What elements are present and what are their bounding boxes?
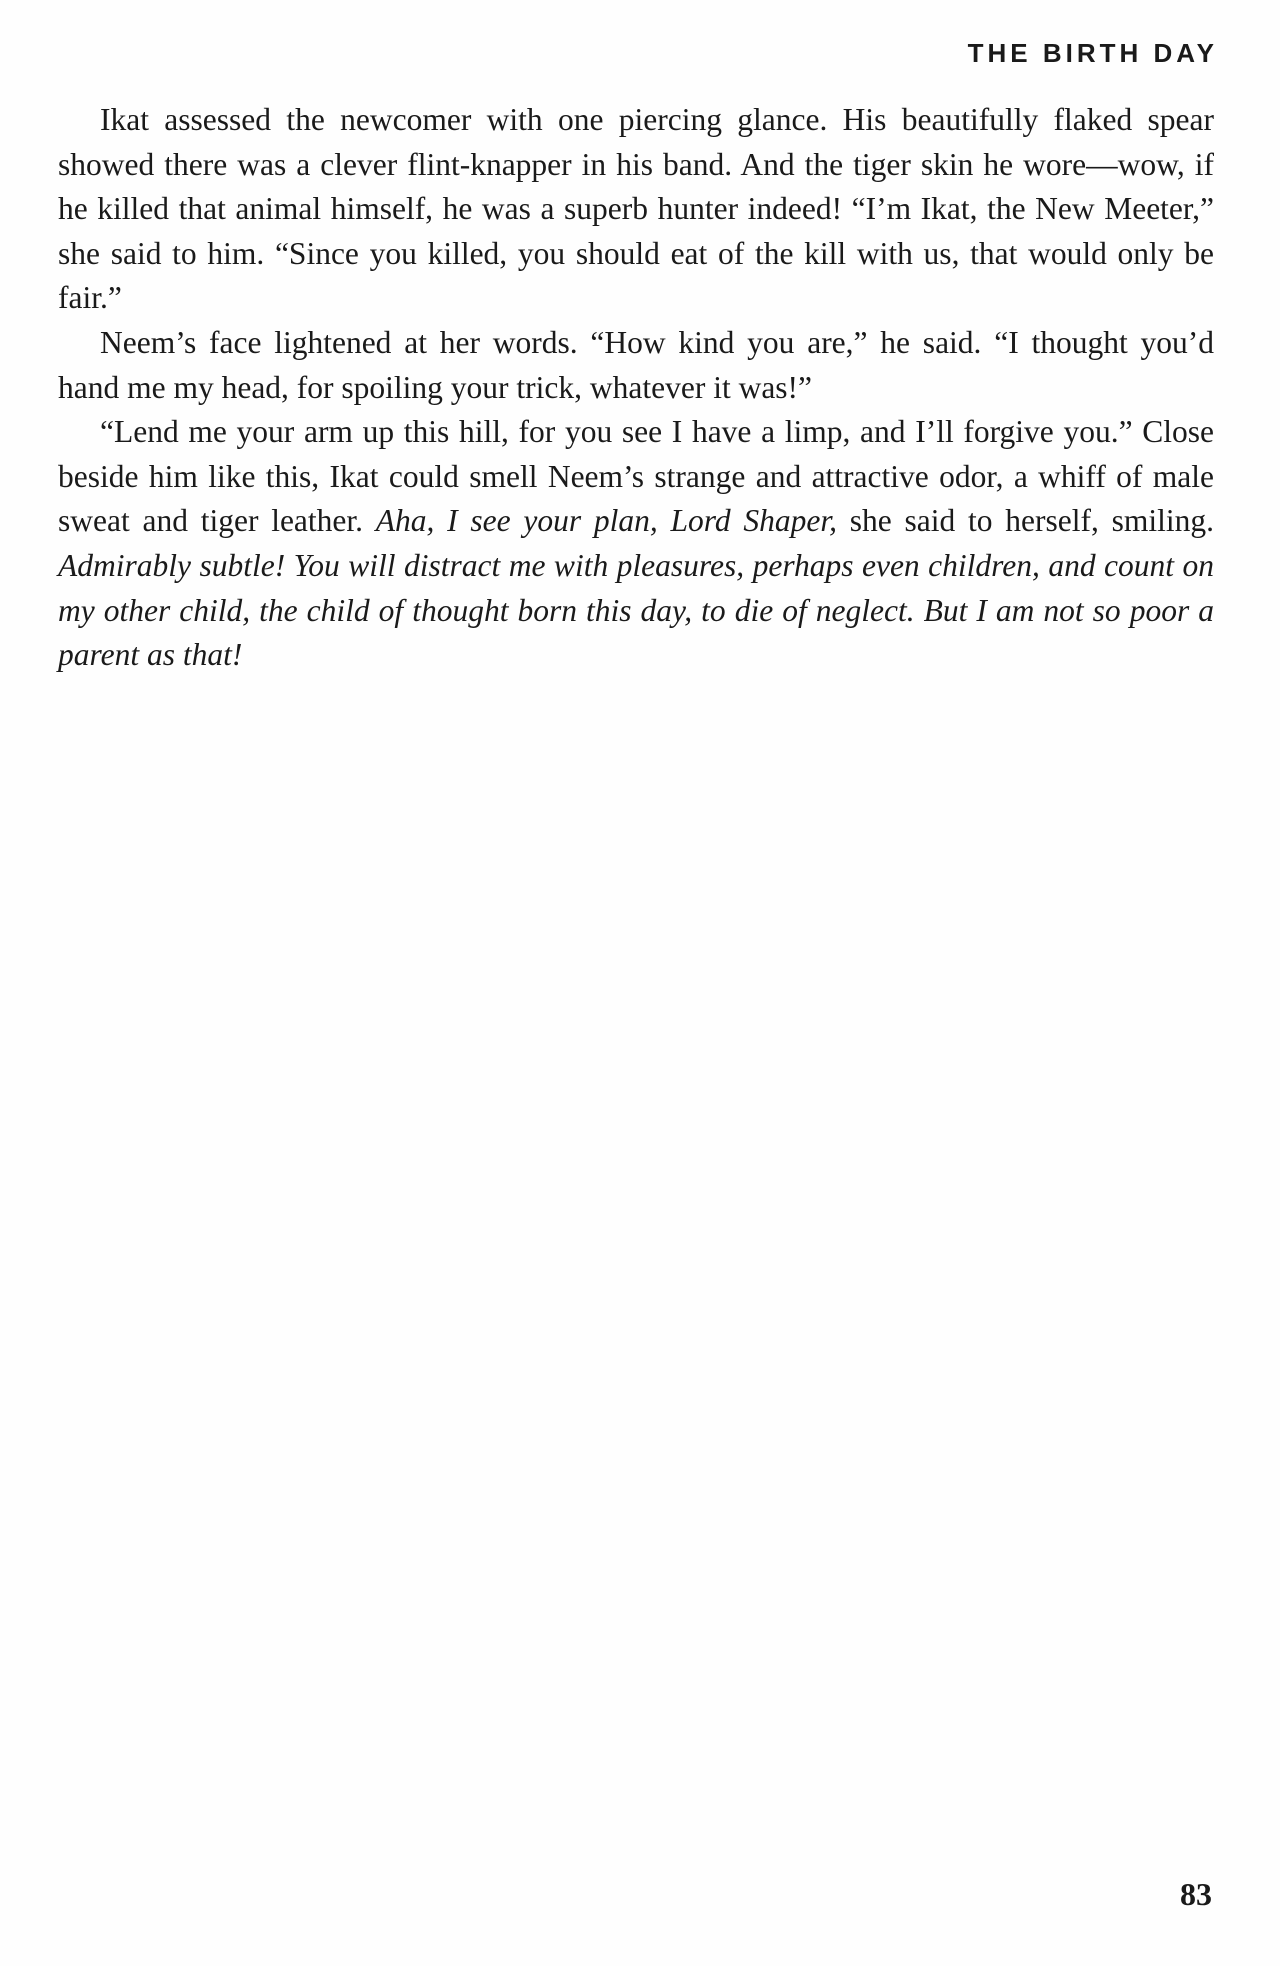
running-head: THE BIRTH DAY [967,38,1218,68]
paragraph-3-italic-2: Admirably subtle! You will distract me with pleasures, perhaps even children, and count on my other child, the child of thought born this day, to die of neglect. But I am not so poor a parent as that! [58,547,1214,673]
paragraph-3 [58,410,1214,678]
paragraph-3-italic-1: Aha, I see your plan, Lord Shaper, [375,503,837,539]
paragraph-2: Neem’s face lightened at her words. “How kind you are,” he said. “I thought you’d hand me my head, for spoiling your trick, whatever it was!” [58,324,1214,405]
paragraph-1: Ikat assessed the newcomer with one piercing glance. His beautifully flaked spear showed there was a clever flint-knapper in his band. And the tiger skin he wore—wow, if he killed that animal himself, he was a superb hunter indeed! “I’m Ikat, the New Meeter,” she said to him. “Since you killed, you should eat of the kill with us, that would only be fair.” [58,102,1214,316]
body-text [58,98,1214,678]
paragraph-3-text-1: “Lend me your arm up this hill, for you see I have a limp, and I’ll forgive you.” Close beside him like this, Ikat could smell Neem’s strange and attractive odor, a whiff of male sweat and tiger leather. [58,414,1214,539]
paragraph-3-text-2: she said to herself, smiling. [837,503,1214,539]
page-number: 83 [1180,1876,1212,1912]
